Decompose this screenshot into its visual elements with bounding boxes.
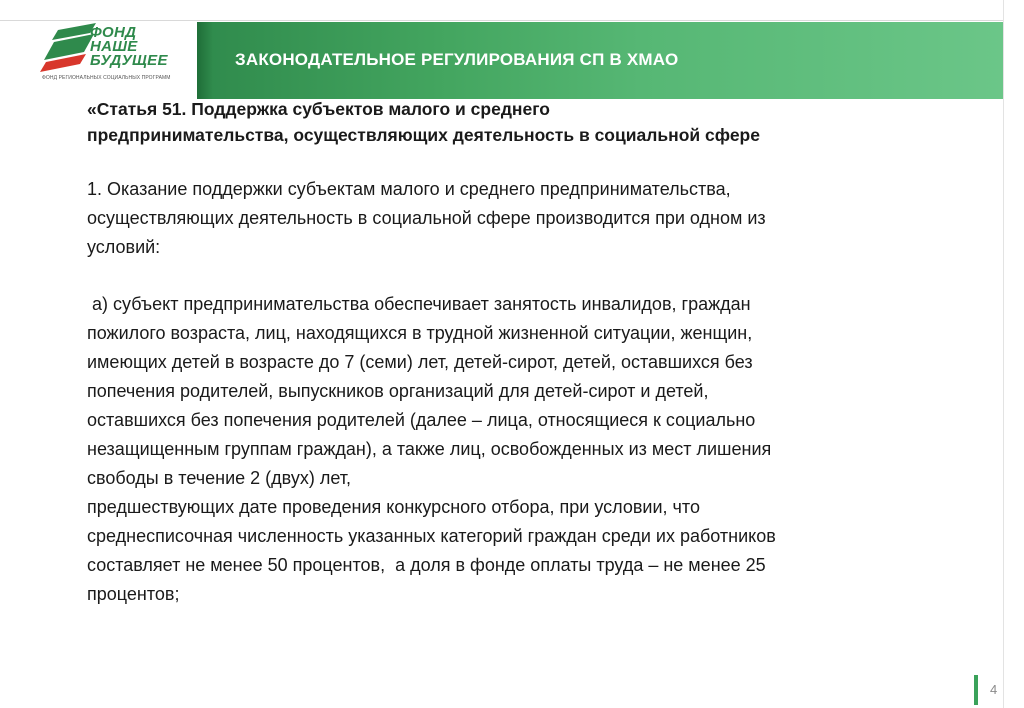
para2-line: а) субъект предпринимательства обеспечивает занятость инвалидов, граждан	[87, 294, 751, 314]
right-divider	[1003, 0, 1004, 708]
logo-tagline: ФОНД РЕГИОНАЛЬНЫХ СОЦИАЛЬНЫХ ПРОГРАММ	[42, 75, 171, 81]
slide-title: ЗАКОНОДАТЕЛЬНОЕ РЕГУЛИРОВАНИЯ СП В ХМАО	[235, 50, 679, 69]
para1-line: условий:	[87, 237, 161, 257]
para2-line: имеющих детей в возрасте до 7 (семи) лет, детей-сирот, детей, оставшихся без	[87, 352, 753, 372]
para1-line: осуществляющих деятельность в социальной сфере производится при одном из	[87, 208, 766, 228]
page-number-accent	[974, 675, 978, 705]
para1-line: 1. Оказание поддержки субъектам малого и среднего предпринимательства,	[87, 179, 731, 199]
page-number: 4	[990, 682, 998, 697]
fund-logo	[38, 22, 188, 84]
para2-line: оставшихся без попечения родителей (далее – лица, относящиеся к социально	[87, 410, 756, 430]
para2-line: составляет не менее 50 процентов, а доля в фонде оплаты труда – не менее 25	[87, 555, 766, 575]
logo-mark	[38, 22, 98, 74]
para2-line: свободы в течение 2 (двух) лет,	[87, 468, 351, 488]
para2-line: пожилого возраста, лиц, находящихся в трудной жизненной ситуации, женщин,	[87, 323, 753, 343]
logo-text-line3: БУДУЩЕЕ	[90, 52, 168, 69]
article-content	[87, 96, 967, 609]
para2-line: среднесписочная численность указанных категорий граждан среди их работников	[87, 526, 776, 546]
para2-line: процентов;	[87, 584, 180, 604]
logo-text-line1: ФОНД	[90, 24, 137, 41]
logo-text-line2: НАШЕ	[90, 38, 138, 55]
para2-line: предшествующих дате проведения конкурсного отбора, при условии, что	[87, 497, 700, 517]
para2-line: незащищенным группам граждан), а также лиц, освобожденных из мест лишения	[87, 439, 772, 459]
para2-line: попечения родителей, выпускников организаций для детей-сирот и детей,	[87, 381, 709, 401]
top-divider	[0, 20, 1003, 21]
article-title-line1: «Статья 51. Поддержка субъектов малого и среднего	[87, 99, 550, 119]
article-title-line2: предпринимательства, осуществляющих деятельность в социальной сфере	[87, 125, 760, 145]
